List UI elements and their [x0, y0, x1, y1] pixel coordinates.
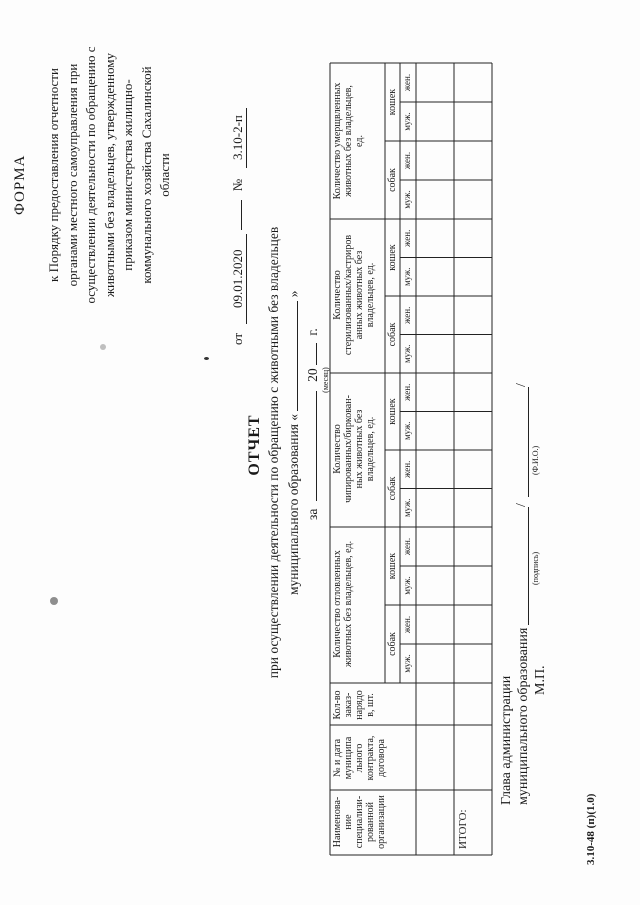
sex-header: муж.	[402, 421, 412, 441]
sex-header: жен.	[402, 73, 412, 92]
form-date: 09.01.2020	[230, 234, 247, 324]
form-title: ФОРМА	[12, 154, 28, 215]
col-header-contract: № и дата муниципа льного контракта, договора	[332, 735, 387, 781]
group-header-chipped: Количество чипированных/биркован- ных животных без владельцев, ед.	[332, 395, 376, 503]
scan-speck	[204, 357, 209, 360]
footer-code: 3.10-48 (п)(1.0)	[585, 793, 597, 865]
sex-header: жен.	[402, 229, 412, 247]
form-subtitle-line: осуществлении деятельности по обращению с	[83, 46, 98, 304]
sex-header: муж.	[402, 344, 412, 364]
sex-header: муж.	[402, 654, 412, 673]
form-subtitle-line: органами местного самоуправления при	[64, 63, 80, 287]
animal-header: кошек	[387, 398, 398, 425]
animal-header: собак	[387, 632, 398, 656]
report-title: ОТЧЕТ	[246, 414, 263, 476]
scan-speck	[100, 344, 106, 350]
sex-header: муж.	[402, 267, 412, 287]
sex-header: жен.	[402, 151, 412, 170]
report-line2-prefix: муниципального образования «	[286, 413, 301, 595]
signature-slash-2: /	[514, 383, 529, 387]
report-line2-suffix: »	[286, 290, 301, 298]
animal-header: собак	[387, 168, 398, 192]
col-header-orders: Кол-во заказ- нарядо в, шт.	[332, 690, 376, 720]
number-prefix: №	[230, 178, 245, 192]
sign-caption: (подпись)	[531, 551, 540, 585]
sex-header: жен.	[402, 537, 412, 556]
animal-header: собак	[387, 476, 398, 501]
group-header-caught: Количество отловленных животных без владельцев, ед.	[332, 540, 354, 668]
total-row-label: ИТОГО:	[457, 809, 469, 849]
report-line1: при осуществлении деятельности по обращению с животными без владельцев	[266, 226, 281, 679]
signature-title: Глава администрации	[499, 675, 514, 805]
signature-name-line	[528, 387, 529, 497]
scan-speck	[50, 597, 58, 605]
year-suffix: г.	[305, 328, 320, 336]
sex-header: муж.	[402, 498, 412, 518]
sex-header: муж.	[402, 190, 412, 209]
period-prefix: за	[305, 508, 320, 520]
signature-sign-line	[528, 507, 529, 625]
date-prefix: от	[230, 332, 245, 345]
sex-header: муж.	[402, 576, 412, 595]
sex-header: жен.	[402, 383, 412, 401]
group-header-euthanized: Количество умерщвленных животных без владельцев, ед.	[332, 82, 365, 200]
signature-slash-1: /	[514, 503, 529, 507]
form-subtitle-line: к Порядку предоставления отчетности	[46, 68, 61, 282]
animal-header: кошек	[387, 88, 398, 116]
group-header-sterilized: Количество стерилизованных/кастриров анных животных без владельцев, ед.	[332, 234, 376, 356]
form-subtitle-line: приказом министерства жилищно-	[120, 79, 135, 271]
animal-header: кошек	[387, 244, 398, 271]
form-subtitle-line: области	[157, 153, 172, 197]
sex-header: жен.	[402, 460, 412, 478]
sex-header: муж.	[402, 112, 412, 131]
animal-header: кошек	[387, 552, 398, 580]
form-subtitle-line: животными без владельцев, утвержденному	[101, 52, 117, 298]
stamp-label: М.П.	[533, 665, 548, 695]
animal-header: собак	[387, 322, 398, 347]
form-subtitle-line: коммунального хозяйства Сахалинской	[138, 66, 154, 284]
form-number: 3.10-2-п	[230, 108, 247, 168]
month-caption: (месяц)	[321, 367, 330, 393]
sex-header: жен.	[402, 615, 412, 634]
sex-header: жен.	[402, 306, 412, 324]
name-caption: (Ф.И.О.)	[531, 445, 540, 475]
year-prefix: 20	[305, 368, 320, 382]
col-header-organization: Наименова- ние специализи- рованной организации	[332, 795, 387, 849]
signature-municipality: муниципального образования	[516, 627, 531, 805]
